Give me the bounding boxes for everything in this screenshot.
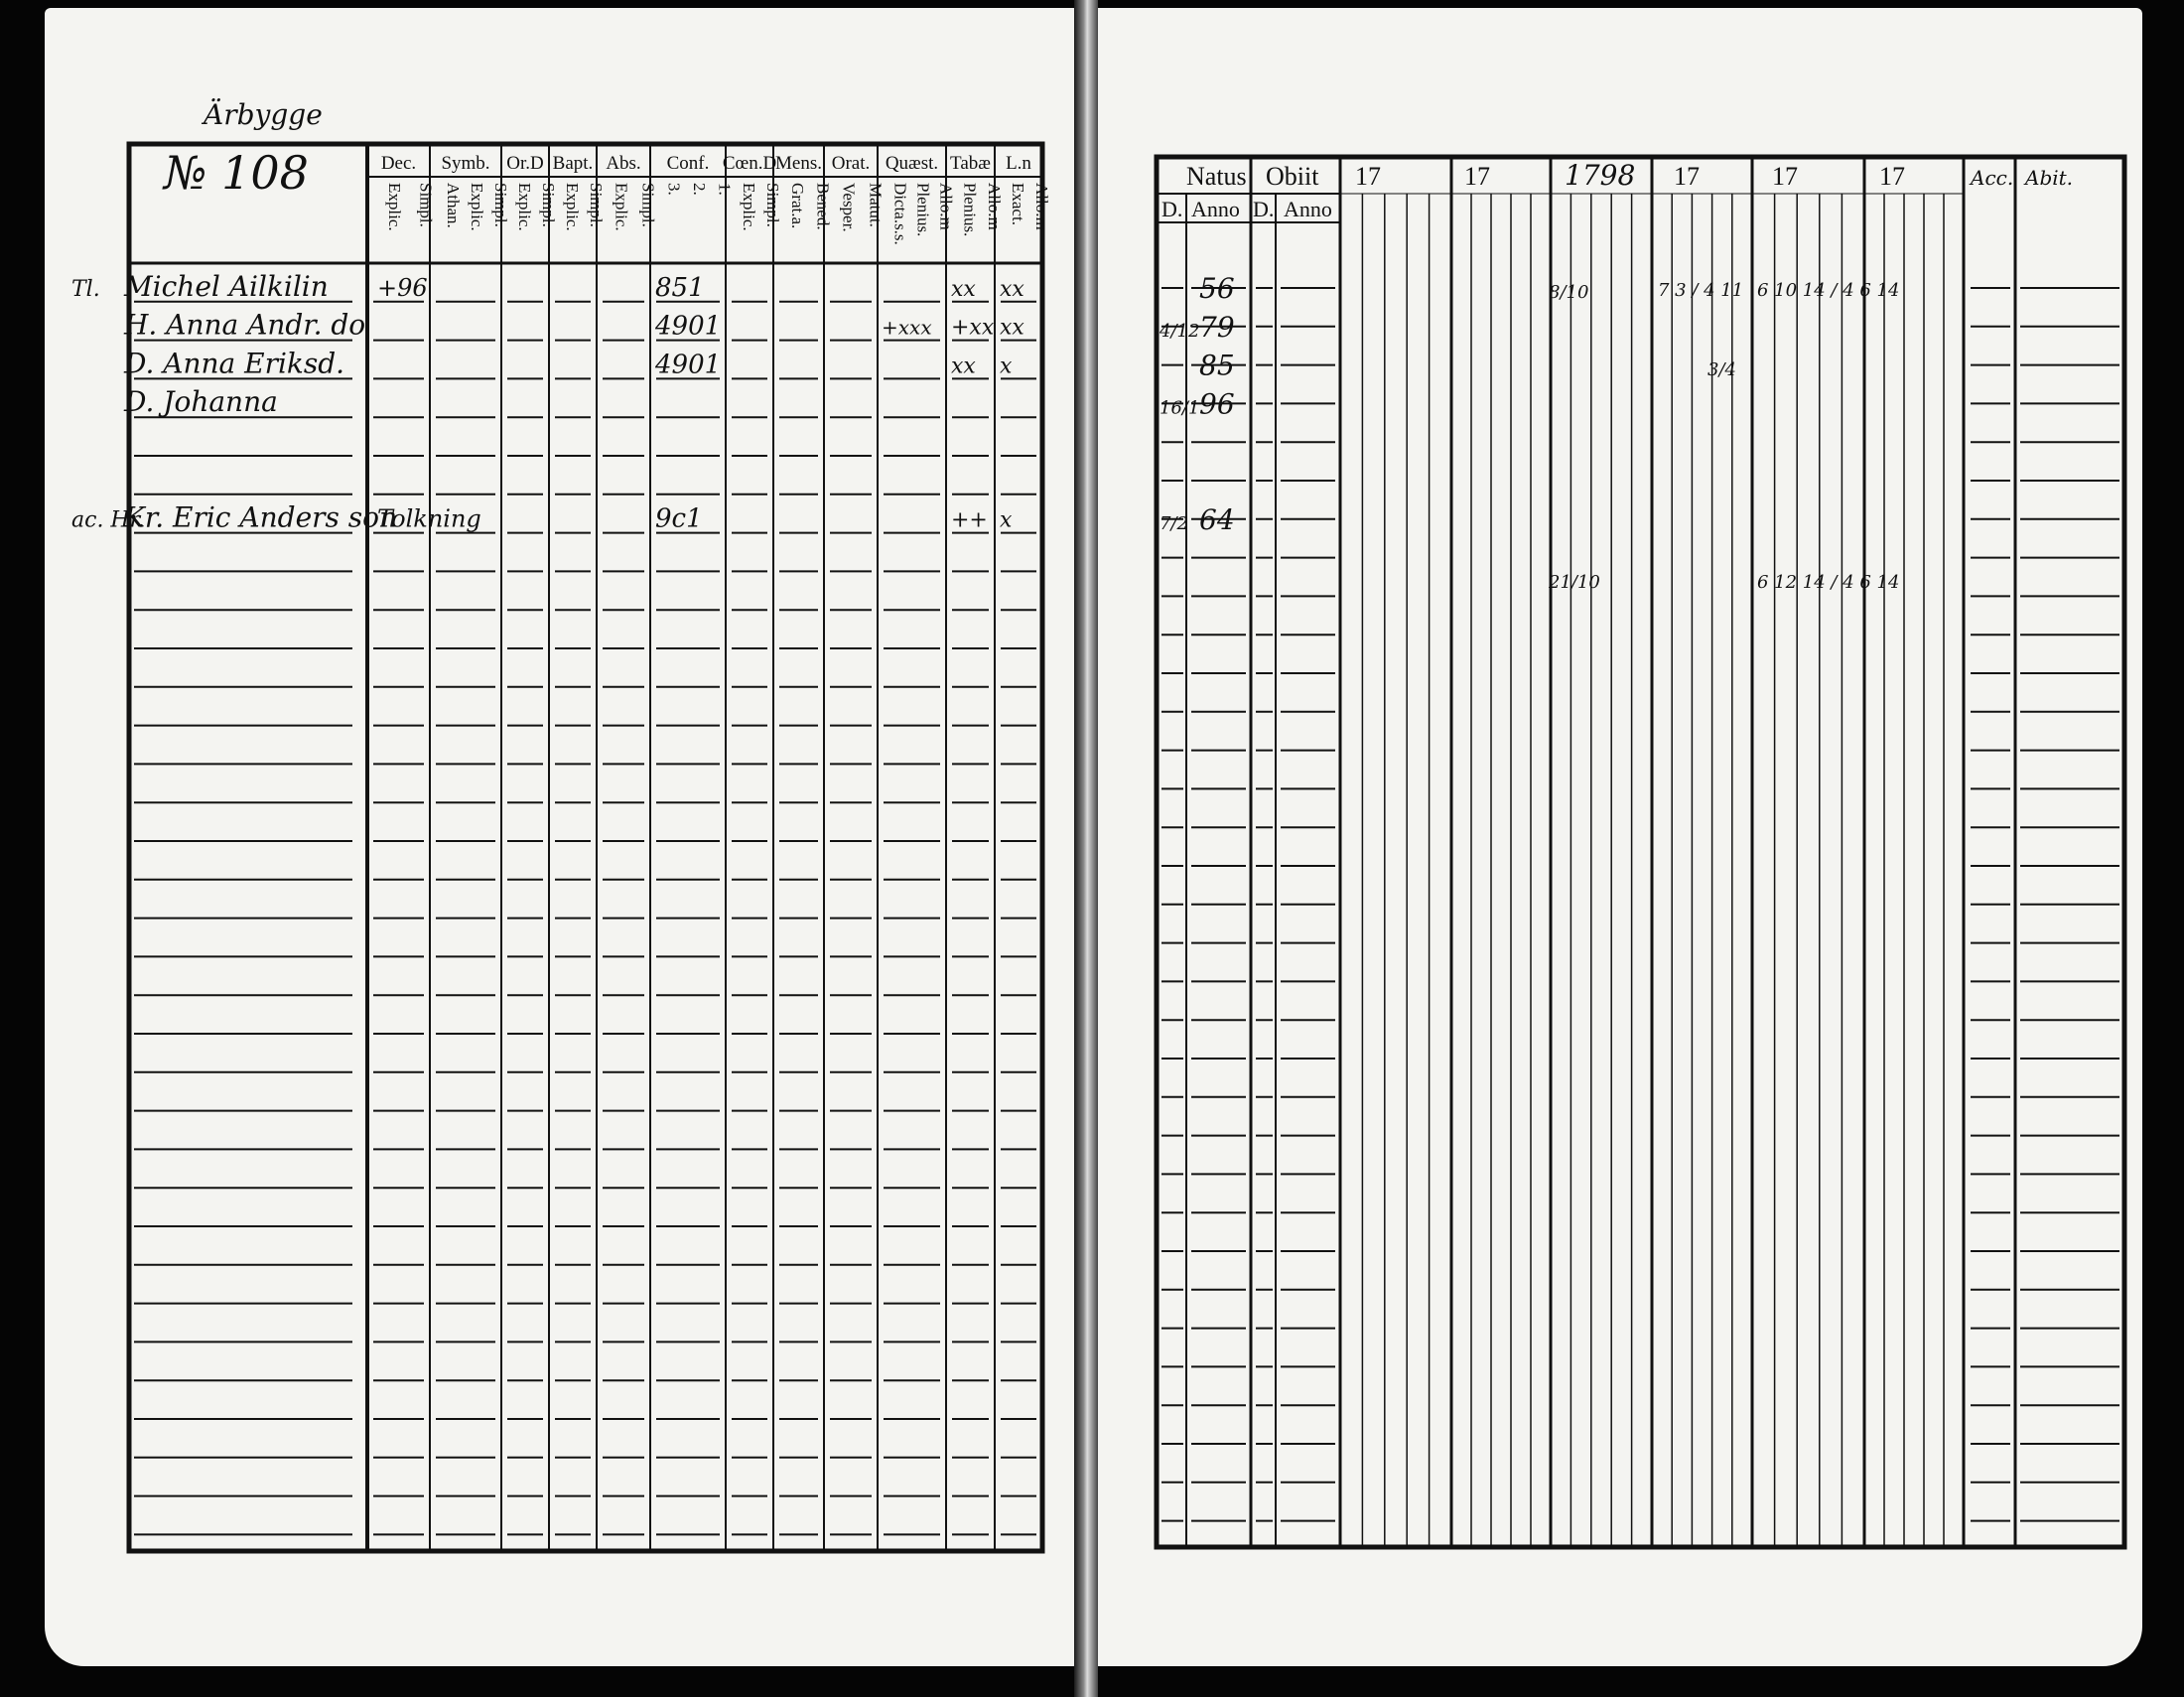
entry-tabae: ++: [951, 507, 988, 533]
entry-prefix: Tl.: [71, 276, 100, 302]
entry-tabae: xx: [951, 354, 976, 379]
column-header-top: Orat.: [831, 153, 871, 174]
entry-name: D. Johanna: [124, 385, 278, 419]
village-note: Ärbygge: [204, 98, 323, 131]
column-header-top: Mens.: [775, 153, 822, 174]
column-header-top: Tabæ: [950, 153, 991, 174]
tally-mark: 8/10: [1549, 282, 1589, 303]
abiit-header: Abit.: [2025, 166, 2074, 190]
accessit-header: Acc.: [1971, 166, 2014, 190]
column-header-sub: Exact.: [1009, 183, 1027, 225]
column-header-sub: Simpl.: [539, 183, 558, 227]
column-header-sub: Athan.: [444, 183, 463, 228]
year-group-3: 1798: [1565, 159, 1636, 192]
left-table-text: [71, 98, 1051, 534]
entry-name: H. Anna Andr. do: [124, 308, 366, 342]
column-header-sub: 1.: [715, 183, 735, 196]
right-table-text: [1159, 159, 2073, 593]
column-header-sub: Simpl.: [638, 183, 658, 227]
column-header-top: Conf.: [666, 153, 710, 174]
entry-tabae: xx: [951, 276, 976, 302]
birth-day: 7/2: [1160, 512, 1188, 534]
column-header-sub: Allo.m: [984, 183, 1004, 230]
entry-ln: x: [1000, 354, 1013, 379]
obiit-year-header: Anno: [1284, 197, 1332, 221]
entry-conf: 851: [655, 272, 705, 303]
column-header-top: Quæst.: [885, 153, 939, 174]
column-header-top: Symb.: [441, 153, 490, 174]
right-table-grid: [1157, 157, 2124, 1547]
birth-year: 64: [1199, 502, 1235, 536]
entry-conf: 4901: [655, 311, 722, 342]
column-header-sub: Explic.: [563, 183, 582, 231]
column-header-sub: Explic.: [612, 183, 631, 231]
year-group-5: 17: [1772, 162, 1798, 191]
entry-name: Michel Ailkilin: [124, 269, 329, 303]
column-header-sub: 3.: [664, 183, 684, 196]
birth-year: 79: [1199, 310, 1235, 344]
column-header-sub: Allo.m: [1032, 183, 1051, 230]
birth-day: 4/12: [1160, 320, 1200, 342]
column-header-sub: Explic.: [468, 183, 486, 231]
entry-ln: xx: [1000, 315, 1024, 341]
column-header-top: Bapt.: [552, 153, 594, 174]
column-header-sub: Explic.: [740, 183, 758, 231]
year-group-1: 17: [1355, 162, 1381, 191]
entry-prefix: ac. Hr.: [71, 507, 145, 533]
obiit-day-header: D.: [1253, 197, 1275, 221]
house-number: № 108: [164, 146, 309, 200]
entry-dec: +96: [377, 273, 428, 302]
tally-mark: 6 12 14 / 4 6 14: [1757, 572, 1900, 593]
column-header-sub: Vesper.: [839, 183, 859, 232]
year-group-6: 17: [1879, 162, 1905, 191]
entry-ln: x: [1000, 507, 1013, 533]
entry-tabae: +xx: [951, 315, 995, 341]
natus-header: Natus: [1186, 162, 1247, 191]
column-header-sub: Plenius.: [960, 183, 980, 237]
birth-year: 96: [1199, 387, 1235, 421]
entry-dec: Tolkning: [377, 504, 481, 533]
column-header-sub: Explic.: [384, 183, 404, 231]
column-header-sub: Simpl.: [491, 183, 510, 227]
column-header-sub: Bened.: [813, 183, 833, 230]
column-header-sub: Simpl.: [416, 183, 436, 227]
column-header-sub: Simpl.: [763, 183, 782, 227]
birth-year: 85: [1199, 349, 1235, 382]
column-header-sub: Explic.: [515, 183, 534, 231]
column-header-top: Or.D: [506, 153, 544, 174]
entry-conf: 4901: [655, 350, 722, 380]
tally-mark: 7 3 / 4 11: [1658, 280, 1744, 301]
column-header-sub: 2.: [690, 183, 709, 196]
natus-year-header: Anno: [1191, 197, 1240, 221]
column-header-top: Abs.: [606, 153, 641, 174]
obiit-header: Obiit: [1266, 162, 1319, 191]
column-header-sub: Grat.a.: [787, 183, 807, 229]
entry-ln: xx: [1000, 276, 1024, 302]
entry-name: Kr. Eric Anders son: [124, 500, 398, 534]
column-header-top: Cœn.D: [722, 153, 777, 174]
column-header-top: Dec.: [380, 153, 417, 174]
natus-day-header: D.: [1161, 197, 1183, 221]
year-group-2: 17: [1464, 162, 1490, 191]
entry-quaest: +xxx: [882, 315, 932, 340]
tally-mark: 21/10: [1549, 572, 1600, 593]
column-header-top: L.n: [1006, 153, 1031, 174]
birth-day: 16/1: [1160, 397, 1200, 419]
column-header-sub: Dicta.s.s.: [890, 183, 910, 245]
tally-mark: 3/4: [1707, 359, 1736, 380]
year-group-4: 17: [1674, 162, 1700, 191]
column-header-sub: Allo.m: [936, 183, 956, 230]
birth-year: 56: [1199, 272, 1235, 305]
column-header-sub: Plenius.: [913, 183, 933, 237]
column-header-sub: Matut.: [866, 183, 886, 227]
entry-conf: 9c1: [655, 503, 703, 534]
entry-name: D. Anna Eriksd.: [124, 347, 345, 380]
tally-mark: 6 10 14 / 4 6 14: [1757, 280, 1900, 301]
column-header-sub: Simpl.: [587, 183, 606, 227]
